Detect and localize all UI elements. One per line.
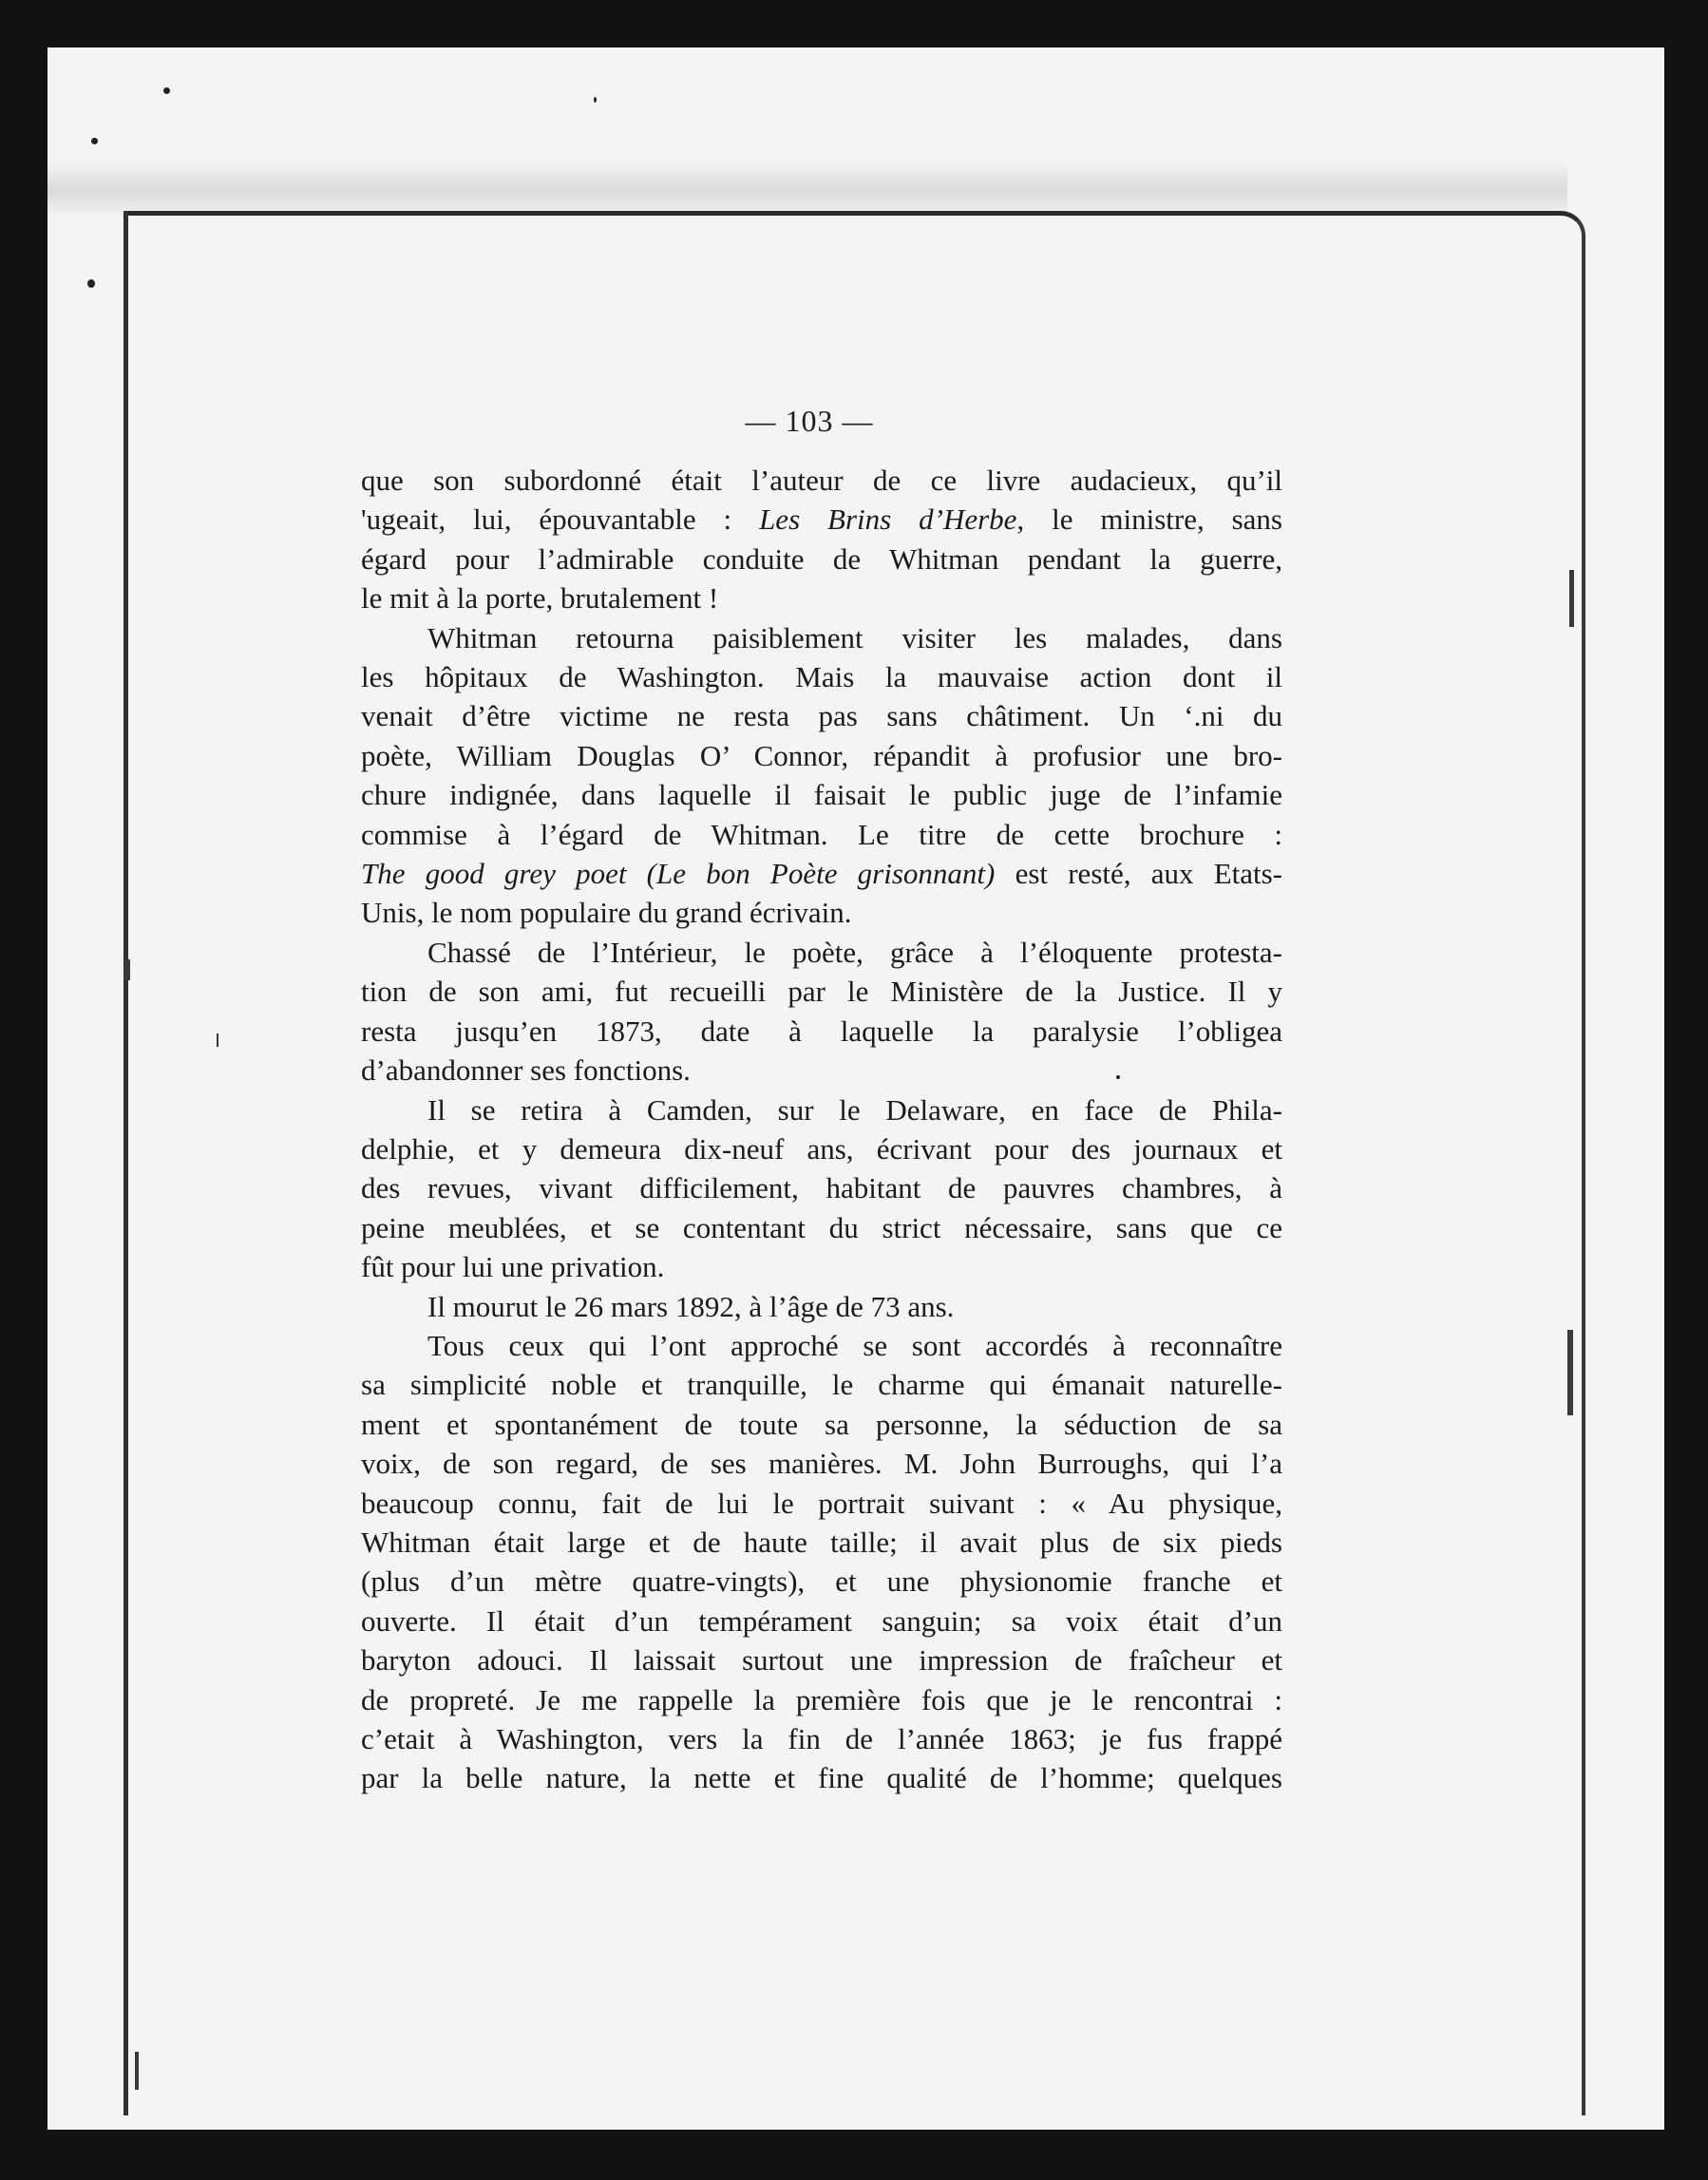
text-line: ment et spontanément de toute sa personne, la séduction de sa — [361, 1407, 1282, 1441]
top-margin-stain — [47, 161, 1567, 214]
text-line: le mit à la porte, brutalement ! — [361, 581, 719, 616]
text-line: d’abandonner ses fonctions. — [361, 1053, 691, 1088]
text-line: beaucoup connu, fait de lui le portrait suivant : « Au physique, — [361, 1486, 1282, 1520]
text-line: chure indignée, dans laquelle il faisait le public juge de l’infamie — [361, 778, 1282, 812]
text-line: Whitman était large et de haute taille; il avait plus de six pieds — [361, 1525, 1282, 1559]
scan-speck — [163, 87, 170, 94]
text-line: Il se retira à Camden, sur le Delaware, en face de Phila- — [427, 1092, 1282, 1127]
text-line: peine meublées, et se contentant du strict nécessaire, sans que ce — [361, 1210, 1282, 1244]
text-line: (plus d’un mètre quatre-vingts), et une physionomie franche et — [361, 1564, 1282, 1599]
text-line: voix, de son regard, de ses manières. M. John Burroughs, qui l’a — [361, 1447, 1282, 1481]
italic-title: Les Brins d’Herbe, — [759, 502, 1025, 537]
text-line — [361, 500, 1282, 539]
text-line: delphie, et y demeura dix-neuf ans, écrivant pour des journaux et — [361, 1131, 1282, 1166]
text-line — [361, 854, 1282, 893]
scan-scratch — [217, 1033, 218, 1047]
scan-scratch — [1569, 570, 1574, 627]
body-text — [361, 461, 1282, 1798]
text-line: fût pour lui une privation. — [361, 1250, 665, 1284]
text-line: Whitman retourna paisiblement visiter les malades, dans — [427, 620, 1282, 654]
text-line: venait d’être victime ne resta pas sans châtiment. Un ‘.ni du — [361, 699, 1282, 733]
text-line: les hôpitaux de Washington. Mais la mauvaise action dont il — [361, 660, 1282, 694]
scan-speck — [594, 97, 597, 103]
text-line: ouverte. Il était d’un tempérament sanguin; sa voix était d’un — [361, 1603, 1282, 1638]
line-text: est resté, aux Etats- — [995, 857, 1282, 891]
text-line: tion de son ami, fut recueilli par le Ministère de la Justice. Il y — [361, 975, 1282, 1009]
line-text: le ministre, sans — [1024, 502, 1282, 537]
text-line: des revues, vivant difficilement, habitant de pauvres chambres, à — [361, 1171, 1282, 1205]
line-text: 'ugeait, lui, épouvantable : — [361, 502, 760, 537]
text-line: c’etait à Washington, vers la fin de l’année 1863; je fus frappé — [361, 1722, 1282, 1755]
text-line: égard pour l’admirable conduite de Whitman pendant la guerre, — [361, 541, 1282, 576]
scan-speck — [87, 279, 95, 288]
scan-scratch — [1567, 1330, 1573, 1415]
text-line: commise à l’égard de Whitman. Le titre de cette brochure : — [361, 817, 1282, 851]
text-line: Il mourut le 26 mars 1892, à l’âge de 73 ans. — [427, 1289, 955, 1323]
text-line: Chassé de l’Intérieur, le poète, grâce à l’éloquente protesta- — [427, 935, 1282, 969]
text-line: que son subordonné était l’auteur de ce livre audacieux, qu’il — [361, 464, 1282, 497]
italic-title: The good grey poet (Le bon Poète grisonnant) — [361, 857, 996, 891]
text-line: sa simplicité noble et tranquille, le charme qui émanait naturelle- — [361, 1368, 1282, 1402]
text-line: Unis, le nom populaire du grand écrivain. — [361, 896, 852, 930]
scan-scratch — [124, 959, 130, 980]
scan-scratch — [135, 2052, 139, 2090]
scan-speck — [91, 138, 98, 144]
text-line: poète, William Douglas O’ Connor, répandit à profusior une bro- — [361, 738, 1282, 772]
text-line: de propreté. Je me rappelle la première fois que je le rencontrai : — [361, 1682, 1282, 1716]
text-line: par la belle nature, la nette et fine qualité de l’homme; quelques — [361, 1761, 1282, 1795]
text-line: baryton adouci. Il laissait surtout une impression de fraîcheur et — [361, 1643, 1282, 1678]
page-number: — 103 — — [745, 404, 874, 438]
text-line: resta jusqu’en 1873, date à laquelle la paralysie l’obligea — [361, 1014, 1282, 1048]
text-line: Tous ceux qui l’ont approché se sont accordés à reconnaître — [427, 1328, 1282, 1362]
